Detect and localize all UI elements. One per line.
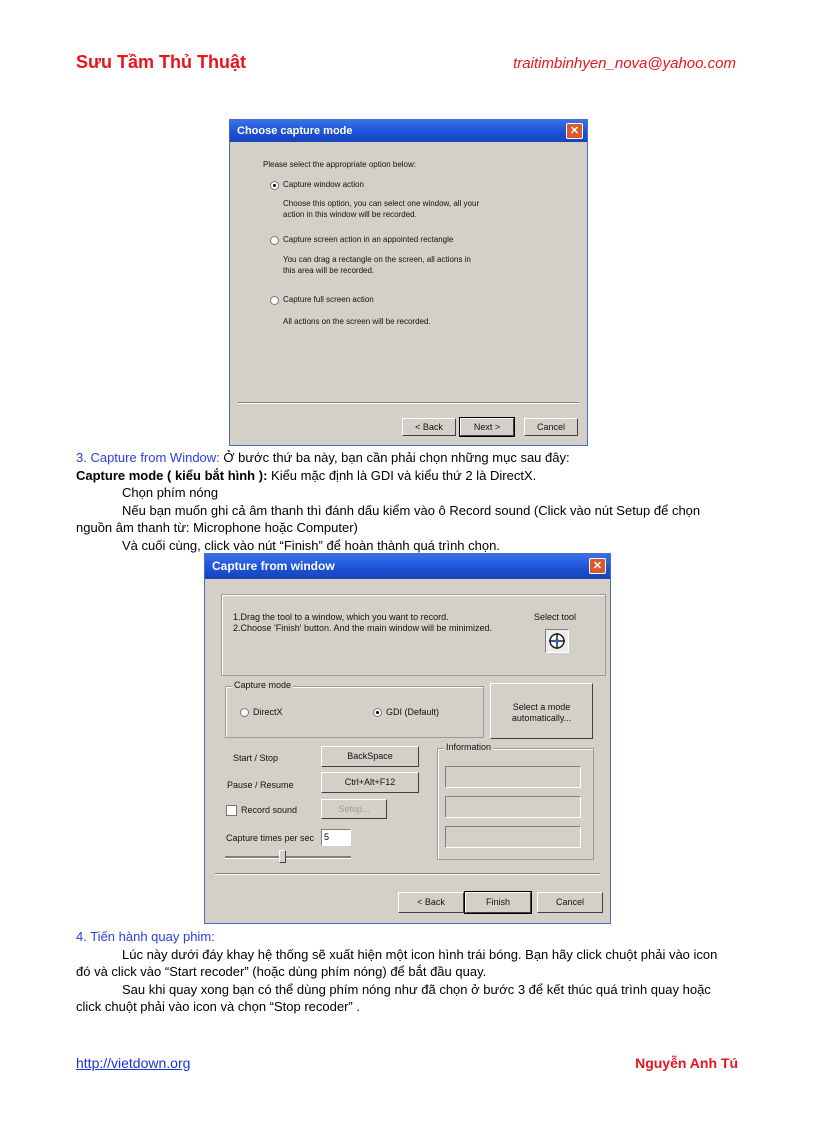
dialog2-separator: [215, 873, 600, 875]
option-full-desc: All actions on the screen will be recorded.: [283, 317, 431, 326]
radio-capture-rectangle[interactable]: [270, 236, 279, 245]
directx-label: DirectX: [253, 707, 283, 717]
section3-heading-rest: Ở bước thứ ba này, bạn cần phải chọn những mục sau đây:: [219, 450, 570, 465]
capture-rate-slider-thumb[interactable]: [279, 850, 286, 863]
info-field-2: [445, 796, 581, 818]
section4-p1-line1: Lúc này dưới đáy khay hệ thống sẽ xuất hiện một icon hình trái bóng. Bạn hãy click chuột phải vào icon: [122, 946, 718, 962]
radio-capture-fullscreen[interactable]: [270, 296, 279, 305]
select-tool-label: Select tool: [534, 612, 577, 622]
option-window-desc: Choose this option, you can select one window, all your: [283, 199, 480, 208]
radio-gdi[interactable]: [373, 708, 382, 717]
radio-capture-window[interactable]: [270, 181, 279, 190]
section4-p2-line1: Sau khi quay xong bạn có thể dùng phím nóng như đã chọn ở bước 3 để kết thúc quá trình quay hoặc: [122, 981, 711, 997]
sound-line-2: nguồn âm thanh từ: Microphone hoặc Computer): [76, 520, 358, 535]
cancel-button[interactable]: Cancel: [524, 418, 578, 436]
section3-heading: 3. Capture from Window:: [76, 450, 220, 465]
capture-from-window-dialog: [204, 553, 611, 924]
section4-p1-line2: đó và click vào “Start recoder” (hoặc dùng phím nóng) để bắt đầu quay.: [76, 964, 487, 979]
instruction-2: 2.Choose 'Finish' button. And the main window will be minimized.: [233, 623, 493, 633]
section3-text: [76, 449, 740, 554]
back-button[interactable]: < Back: [398, 892, 464, 913]
cancel-button[interactable]: Cancel: [537, 892, 603, 913]
select-mode-automatically-button[interactable]: [490, 683, 593, 739]
finish-line: Và cuối cùng, click vào nút “Finish” để hoàn thành quá trình chọn.: [122, 537, 500, 553]
footer-author: Nguyễn Anh Tú: [635, 1055, 738, 1071]
section4-text: [76, 928, 740, 1016]
back-button[interactable]: < Back: [402, 418, 456, 436]
dialog1-separator: [238, 402, 579, 404]
auto-mode-label-1: Select a mode: [512, 702, 571, 712]
section4-heading: 4. Tiến hành quay phim:: [76, 929, 215, 944]
finish-button[interactable]: Finish: [465, 892, 531, 913]
next-button[interactable]: Next >: [460, 418, 514, 436]
capture-mode-group-label: Capture mode: [234, 680, 292, 690]
hotkey-line: Chọn phím nóng: [122, 485, 219, 500]
sound-line-1: Nếu bạn muốn ghi cả âm thanh thì đánh dấu kiểm vào ô Record sound (Click vào nút Setup để chọn: [122, 502, 701, 518]
capture-mode-line: [76, 467, 740, 485]
section3-heading-line: [76, 449, 740, 467]
option-full-label: Capture full screen action: [283, 295, 374, 304]
dialog2-titlebar: [205, 554, 610, 579]
pause-resume-hotkey-button[interactable]: Ctrl+Alt+F12: [321, 772, 419, 793]
information-group-label: Information: [446, 742, 492, 752]
option-rect-label: Capture screen action in an appointed rectangle: [283, 235, 454, 244]
capture-rate-slider-track[interactable]: [225, 856, 351, 859]
capture-times-input[interactable]: 5: [321, 829, 351, 846]
radio-directx[interactable]: [240, 708, 249, 717]
close-icon[interactable]: ✕: [589, 558, 606, 574]
start-stop-hotkey-button[interactable]: BackSpace: [321, 746, 419, 767]
dialog1-titlebar: [230, 120, 587, 142]
gdi-label: GDI (Default): [386, 707, 440, 717]
close-icon[interactable]: ✕: [566, 123, 583, 139]
pause-resume-label: Pause / Resume: [227, 780, 294, 790]
auto-mode-label-2: automatically...: [511, 713, 572, 723]
header-title: Sưu Tầm Thủ Thuật: [76, 52, 247, 72]
info-field-1: [445, 766, 581, 788]
capture-times-label: Capture times per sec: [226, 833, 315, 843]
target-icon: [546, 630, 568, 652]
header-email: traitimbinhyen_nova@yahoo.com: [513, 55, 736, 72]
dialog1-title: Choose capture mode: [237, 125, 353, 137]
capture-mode-bold: Capture mode ( kiểu bắt hình ):: [76, 467, 268, 483]
setup-button[interactable]: Setup...: [321, 799, 387, 819]
dialog1-prompt: Please select the appropriate option below:: [263, 160, 416, 169]
crosshair-tool-icon[interactable]: [545, 629, 569, 653]
record-sound-checkbox[interactable]: [226, 805, 237, 816]
choose-capture-mode-dialog: [229, 119, 588, 446]
dialog2-title: Capture from window: [212, 559, 335, 573]
start-stop-label: Start / Stop: [233, 753, 279, 763]
option-window-label: Capture window action: [283, 180, 364, 189]
section4-p2-line2: click chuột phải vào icon và chọn “Stop recoder” .: [76, 999, 360, 1014]
capture-mode-rest: Kiểu mặc định là GDI và kiểu thứ 2 là DirectX.: [267, 467, 537, 483]
instruction-1: 1.Drag the tool to a window, which you want to record.: [233, 612, 449, 622]
footer-link[interactable]: http://vietdown.org: [76, 1055, 191, 1071]
info-field-3: [445, 826, 581, 848]
option-rect-desc2: this area will be recorded.: [283, 266, 375, 275]
option-rect-desc: You can drag a rectangle on the screen, all actions in: [283, 255, 471, 264]
record-sound-label: Record sound: [241, 805, 298, 815]
option-window-desc2: action in this window will be recorded.: [283, 210, 417, 219]
